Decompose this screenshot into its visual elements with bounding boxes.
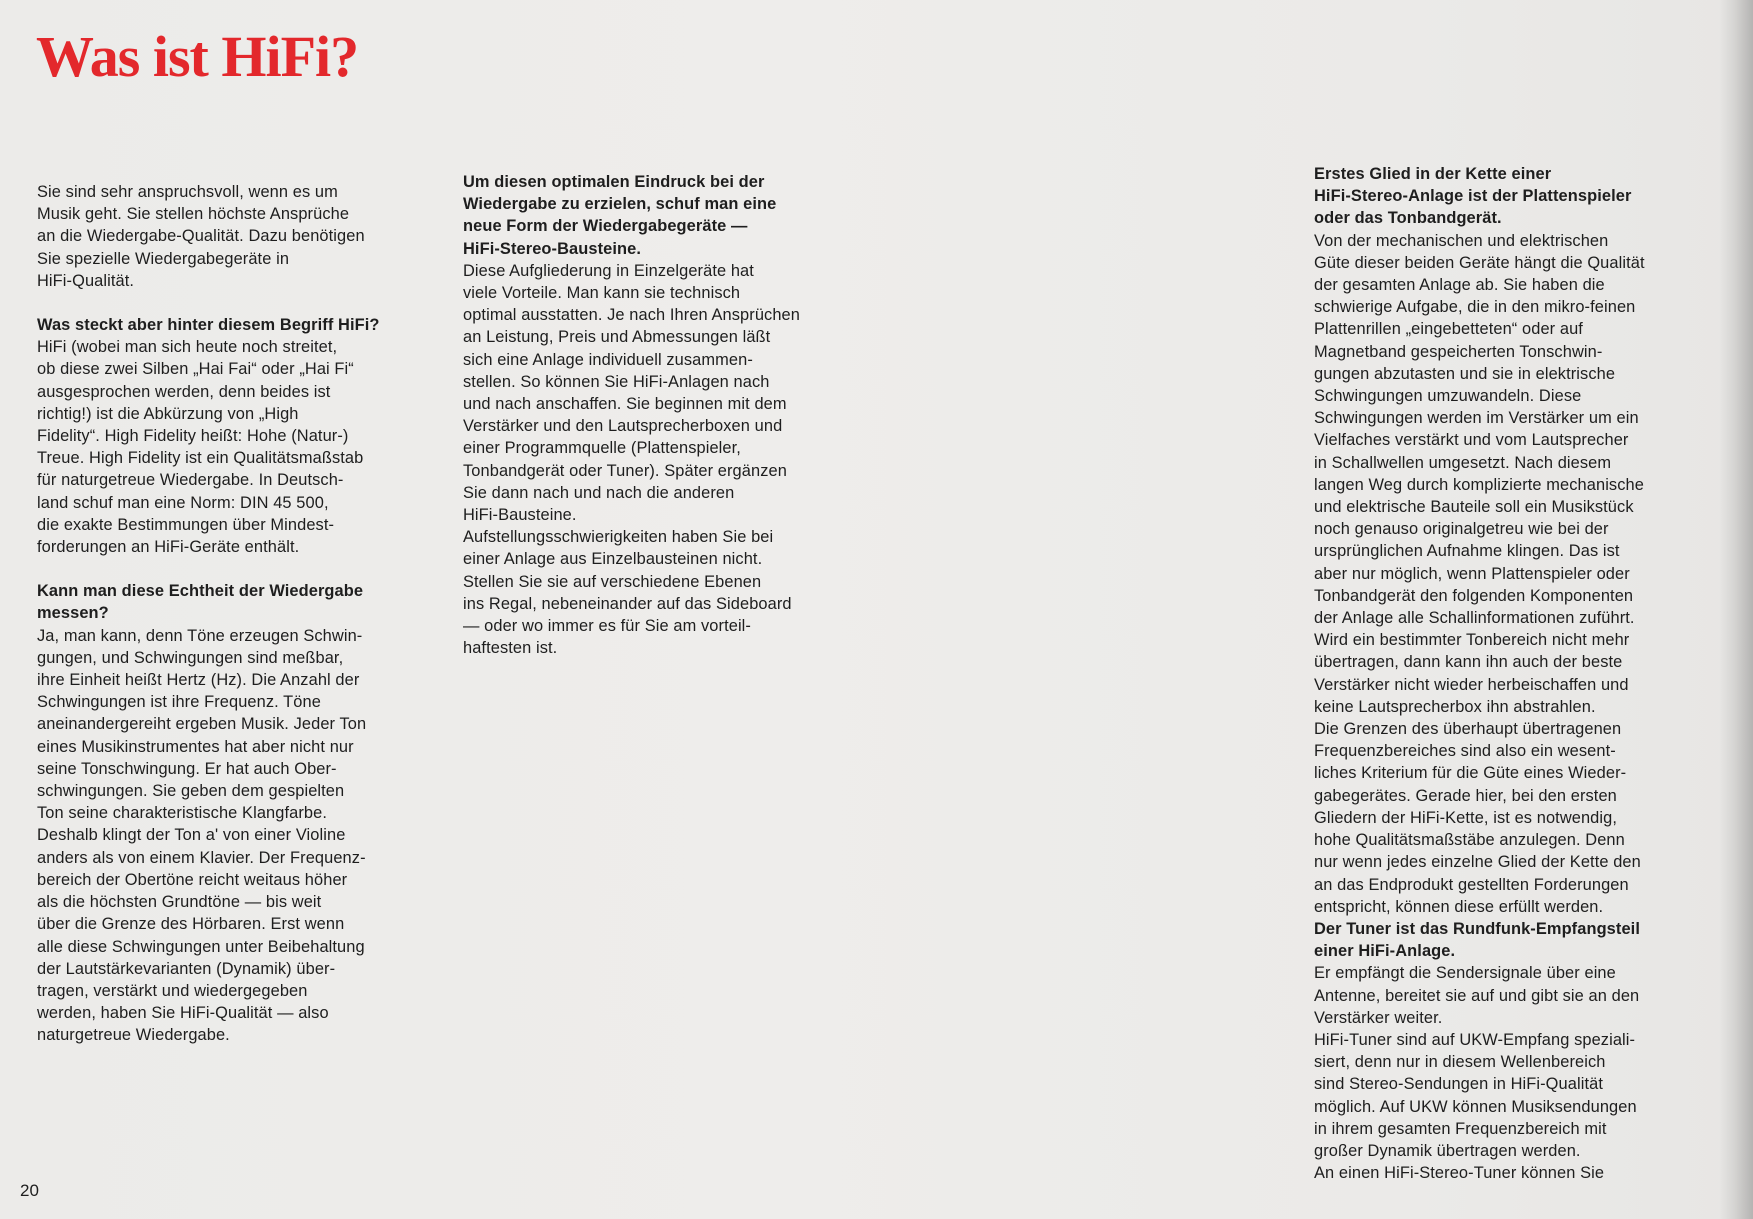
- text-column-2: [463, 171, 863, 659]
- page-title: Was ist HiFi?: [36, 24, 359, 89]
- paragraph-ukw: HiFi-Tuner sind auf UKW-Empfang speziali- siert, denn nur in diesem Wellenbereich sind Stereo-Sendungen in HiFi-Qualität möglich. Auf UKW können Musiksendungen in ihrem gesamten Frequenzbereich mit großer Dynamik übertragen werden.: [1314, 1030, 1637, 1160]
- text-column-3: [1314, 163, 1724, 1184]
- text-column-1: [37, 181, 437, 1047]
- intro-paragraph: Sie sind sehr anspruchsvoll, wenn es um Musik geht. Sie stellen höchste Ansprüche an die Wiedergabe-Qualität. Dazu benötigen Sie spezielle Wiedergabegeräte in HiFi-Qualität.: [37, 183, 365, 290]
- section-heading-measurement: Kann man diese Echtheit der Wiedergabe messen?: [37, 582, 364, 623]
- page-number: 20: [20, 1181, 39, 1200]
- section-heading-hifi-term: Was steckt aber hinter diesem Begriff HiFi?: [37, 316, 380, 335]
- paragraph-oscillations: Ja, man kann, denn Töne erzeugen Schwin- gungen, und Schwingungen sind meßbar, ihre Einheit heißt Hertz (Hz). Die Anzahl der Schwingungen ist ihre Frequenz. Töne aneinandergereiht ergeben Musik. Jeder Ton eines Musikinstrumentes hat aber nicht nur seine Tonschwingung. Er hat auch Ober- schwingungen. Sie geben dem gespielten Ton seine charakteristische Klangfarbe. Deshalb klingt der Ton a' von einer Violine anders als von einem Klavier. Der Frequenz- bereich der Obertöne reicht weitaus höher als die höchsten Grundtöne — bis weit über die Grenze des Hörbaren. Erst wenn alle diese Schwingungen unter Beibehaltung der Lautstärkevarianten (Dynamik) über- tragen, verstärkt und wiedergegeben werden, haben Sie HiFi-Qualität — also naturgetreue Wiedergabe.: [37, 626, 367, 1045]
- paragraph-turntable-quality: Von der mechanischen und elektrischen Güte dieser beiden Geräte hängt die Qualität der gesamten Anlage ab. Sie haben die schwierige Aufgabe, die in den mikro-feinen Plattenrillen „eingebetteten“ oder auf Magnetband gespeicherten Tonschwin- gungen abzutasten und sie in elektrische Schwingungen umzuwandeln. Diese Schwingungen werden im Verstärker um ein Vielfaches verstärkt und vom Lautsprecher in Schallwellen umgesetzt. Nach diesem langen Weg durch komplizierte mechanische und elektrische Bauteile soll ein Musikstück noch genauso originalgetreu wie bei der ursprünglichen Aufnahme klingen. Das ist aber nur möglich, wenn Plattenspieler oder Tonbandgerät den folgenden Komponenten der Anlage alle Schallinformationen zuführt. Wird ein bestimmter Tonbereich nicht mehr übertragen, dann kann ihn auch der beste Verstärker nicht wieder herbeischaffen und keine Lautsprecherbox ihn abstrahlen.: [1314, 231, 1645, 716]
- section-heading-first-link: Erstes Glied in der Kette einer HiFi-Stereo-Anlage ist der Plattenspieler oder das Tonbandgerät.: [1314, 165, 1632, 228]
- paragraph-placement: Aufstellungsschwierigkeiten haben Sie bei einer Anlage aus Einzelbausteinen nicht. Stellen Sie sie auf verschiedene Ebenen ins Regal, nebeneinander auf das Sideboard — oder wo immer es für Sie am vorteil- haftesten ist.: [463, 528, 792, 658]
- page-edge-shadow: [1719, 0, 1753, 1219]
- paragraph-frequency-range: Die Grenzen des überhaupt übertragenen Frequenzbereiches sind also ein wesent- liches Kriterium für die Güte eines Wieder- gabegerätes. Gerade hier, bei den ersten Gliedern der HiFi-Kette, ist es notwendig, hohe Qualitätsmaßstäbe anzulegen. Denn nur wenn jedes einzelne Glied der Kette den an das Endprodukt gestellten Forderungen entspricht, können diese erfüllt werden.: [1314, 720, 1641, 916]
- section-heading-tuner: Der Tuner ist das Rundfunk-Empfangsteil einer HiFi-Anlage.: [1314, 919, 1640, 961]
- paragraph-advantages: Diese Aufgliederung in Einzelgeräte hat viele Vorteile. Man kann sie technisch optimal ausstatten. Je nach Ihren Ansprüchen an Leistung, Preis und Abmessungen läßt sich eine Anlage individuell zusammen- stellen. So können Sie HiFi-Anlagen nach und nach anschaffen. Sie beginnen mit dem Verstärker und den Lautsprecherboxen und einer Programmquelle (Plattenspieler, Tonbandgerät oder Tuner). Später ergänzen Sie dann nach und nach die anderen HiFi-Bausteine.: [463, 261, 800, 525]
- paragraph-tuner-function: Er empfängt die Sendersignale über eine Antenne, bereitet sie auf und gibt sie an den Verstärker weiter.: [1314, 964, 1640, 1027]
- paragraph-tuner-continued: An einen HiFi-Stereo-Tuner können Sie: [1314, 1164, 1605, 1183]
- section-heading-components: Um diesen optimalen Eindruck bei der Wiedergabe zu erzielen, schuf man eine neue Form der Wiedergabegeräte — HiFi-Stereo-Bausteine.: [463, 173, 777, 258]
- paragraph-hifi-definition: HiFi (wobei man sich heute noch streitet, ob diese zwei Silben „Hai Fai“ oder „Hai Fi“ ausgesprochen werden, denn beides ist richtig!) ist die Abkürzung von „High Fidelity“. High Fidelity heißt: Hohe (Natur-) Treue. High Fidelity ist ein Qualitätsmaßstab für naturgetreue Wiedergabe. In Deutsch- land schuf man eine Norm: DIN 45 500, die exakte Bestimmungen über Mindest- forderungen an HiFi-Geräte enthält.: [37, 338, 364, 557]
